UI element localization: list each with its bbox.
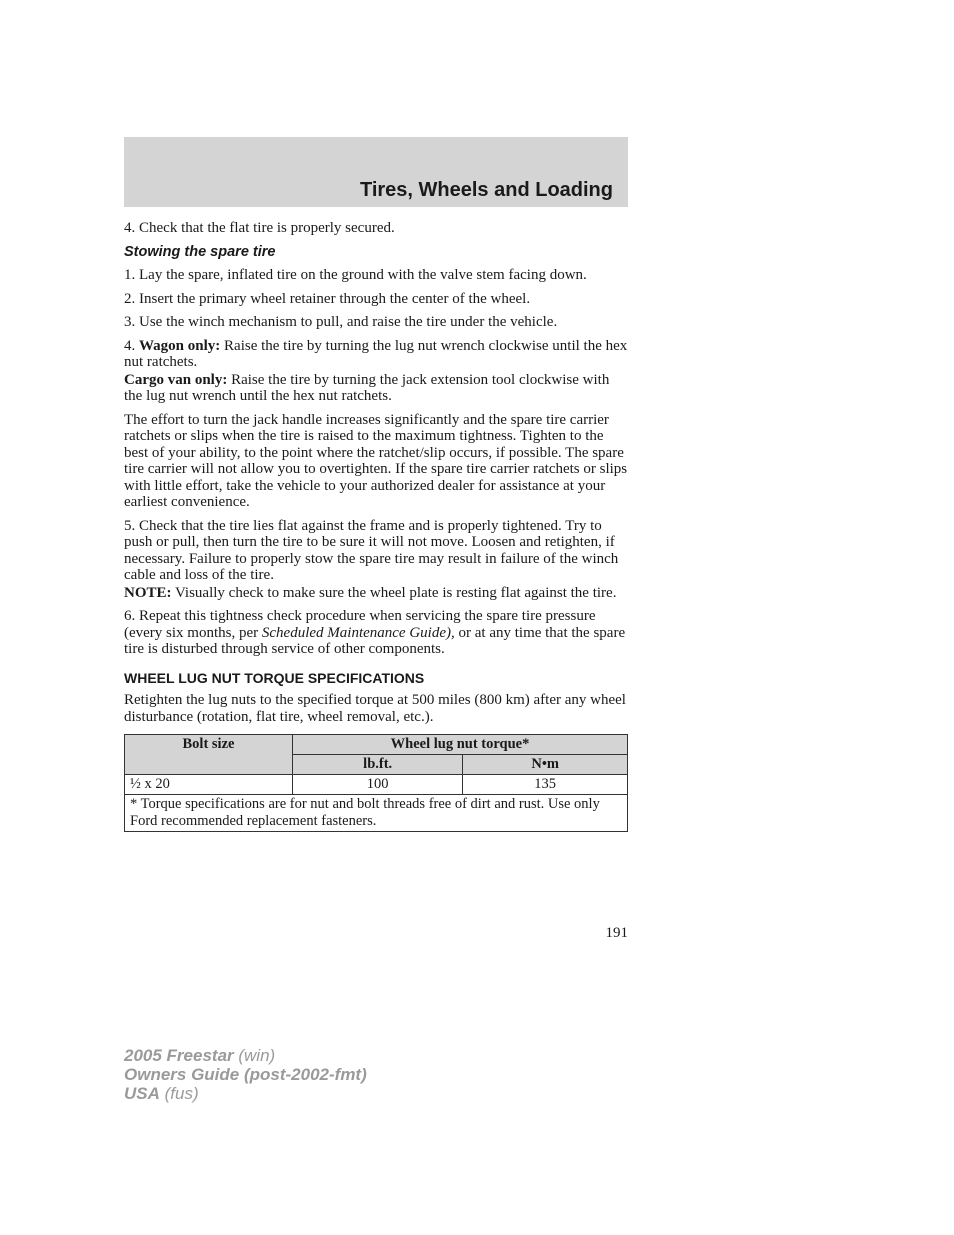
- stowing-step-6: [124, 608, 628, 658]
- footer-model: 2005 Freestar: [124, 1046, 234, 1065]
- cell-bolt-size: ½ x 20: [125, 775, 293, 795]
- step4-prefix: 4.: [124, 337, 139, 354]
- header-torque: Wheel lug nut torque*: [293, 735, 628, 755]
- footer-line-2: [124, 1065, 367, 1084]
- footer-market: USA: [124, 1084, 160, 1103]
- torque-intro: Retighten the lug nuts to the specified torque at 500 miles (800 km) after any wheel disturbance (rotation, flat tire, wheel removal, etc.).: [124, 692, 626, 725]
- torque-table: [124, 734, 628, 832]
- table-footnote: * Torque specifications are for nut and bolt threads free of dirt and rust. Use only Ford recommended replacement fasteners.: [125, 795, 628, 832]
- step4-text: Raise the tire by turning the lug nut wrench clockwise until the hex nut ratchets.: [124, 337, 628, 370]
- cargo-label: Cargo van only:: [124, 371, 228, 388]
- header-nm: N•m: [463, 755, 628, 775]
- cargo-text: Raise the tire by turning the jack extension tool clockwise with the lug nut wrench until the hex nut ratchets.: [124, 371, 610, 404]
- stowing-step-4: [124, 338, 628, 371]
- step6-text-b: or at any time that the spare tire is disturbed through service of other components.: [124, 624, 626, 657]
- footer-line-3: [124, 1084, 367, 1103]
- torque-heading: WHEEL LUG NUT TORQUE SPECIFICATIONS: [124, 669, 425, 686]
- header-lbft: lb.ft.: [293, 755, 463, 775]
- note-paragraph: [124, 585, 628, 602]
- note-label: NOTE:: [124, 584, 172, 601]
- footer-imprint: [124, 1046, 367, 1103]
- stowing-step-3: 3. Use the winch mechanism to pull, and raise the tire under the vehicle.: [124, 314, 558, 330]
- page-number: 191: [605, 925, 628, 941]
- table-row: [125, 775, 628, 795]
- note-text: Visually check to make sure the wheel plate is resting flat against the tire.: [171, 584, 617, 601]
- effort-paragraph: The effort to turn the jack handle increases significantly and the spare tire carrier ratchets or slips when the tire is raised to the maximum tightness. Tighten to the best of your ability, to the point where the ratchet/slip occurs, if possible. The spare tire carrier will not allow you to overtighten. If the spare tire carrier ratchets or slips with little effort, take the vehicle to your authorized dealer for assistance at your earliest convenience.: [124, 411, 628, 510]
- cell-lbft: 100: [293, 775, 463, 795]
- stowing-step-1: 1. Lay the spare, inflated tire on the ground with the valve stem facing down.: [124, 267, 587, 283]
- cell-nm: 135: [463, 775, 628, 795]
- header-band: [124, 137, 628, 207]
- stowing-step-2: 2. Insert the primary wheel retainer through the center of the wheel.: [124, 290, 531, 307]
- footer-guide: Owners Guide (post-2002-fmt): [124, 1065, 367, 1084]
- table-header-row: [125, 735, 628, 755]
- table-footnote-row: [125, 795, 628, 832]
- header-bolt-size: Bolt size: [125, 735, 293, 775]
- footer-market-code: (fus): [159, 1084, 199, 1103]
- cargo-van-instruction: [124, 372, 628, 405]
- maintenance-guide-reference: Scheduled Maintenance Guide),: [261, 624, 455, 641]
- step6-text-a: 6. Repeat this tightness check procedure when servicing the spare tire pressure (every six months, per: [124, 608, 596, 641]
- stowing-heading: Stowing the spare tire: [124, 243, 276, 260]
- footer-line-1: [124, 1046, 367, 1065]
- intro-step: 4. Check that the flat tire is properly secured.: [124, 220, 395, 236]
- wagon-label: Wagon only:: [139, 337, 221, 354]
- stowing-step-5: 5. Check that the tire lies flat against the frame and is properly tightened. Try to push or pull, then turn the tire to be sure it will not move. Loosen and retighten, if necessary. Failure to properly stow the spare tire may result in failure of the winch cable and loss of the tire.: [124, 517, 619, 583]
- footer-model-code: (win): [233, 1046, 276, 1065]
- page-title: Tires, Wheels and Loading: [359, 179, 613, 201]
- page-content: [124, 220, 628, 832]
